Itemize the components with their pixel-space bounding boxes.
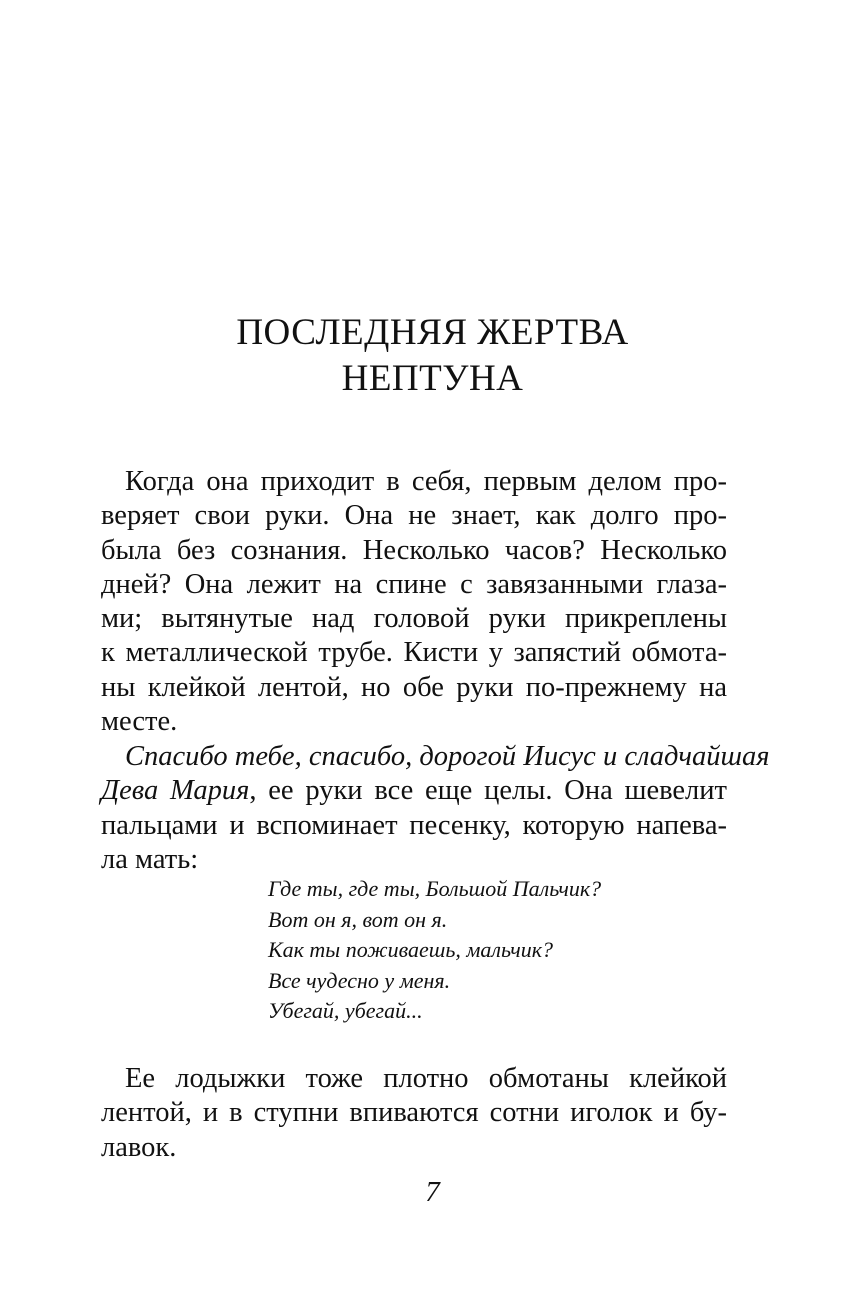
text-line: лавок. bbox=[101, 1131, 177, 1163]
song-verse bbox=[268, 874, 601, 1027]
text-line: Когда она приходит в себя, первым делом про- bbox=[125, 466, 727, 497]
paragraph-1 bbox=[101, 465, 727, 739]
italic-prayer-text: Спасибо тебе, спасибо, дорогой Иисус и сладчайшая bbox=[125, 741, 770, 772]
text-line bbox=[101, 774, 727, 808]
paragraph-2 bbox=[101, 740, 770, 877]
verse-line: Убегай, убегай... bbox=[268, 998, 423, 1023]
chapter-title-line-1: ПОСЛЕДНЯЯ ЖЕРТВА bbox=[236, 312, 629, 353]
text-line: ла мать: bbox=[101, 843, 199, 875]
italic-prayer-text-end: Дева Мария bbox=[101, 775, 250, 807]
text-line: Ее лодыжки тоже плотно обмотаны клейкой bbox=[125, 1063, 727, 1094]
text-line: пальцами и вспоминает песенку, которую напева- bbox=[101, 809, 727, 841]
text-line: ми; вытянутые над головой руки прикреплены bbox=[101, 603, 727, 635]
chapter-title-line-2: НЕПТУНА bbox=[341, 358, 524, 399]
text-line: месте. bbox=[101, 706, 178, 738]
text-line: дней? Она лежит на спине с завязанными глаза- bbox=[101, 568, 727, 600]
chapter-title bbox=[0, 310, 865, 402]
verse-line: Все чудесно у меня. bbox=[268, 967, 451, 993]
text-fragment: , ее руки все еще целы. Она шевелит bbox=[249, 775, 727, 807]
verse-line: Вот он я, вот он я. bbox=[268, 906, 448, 932]
paragraph-3 bbox=[101, 1062, 727, 1165]
text-line bbox=[101, 740, 770, 774]
text-line: к металлической трубе. Кисти у запястий обмота- bbox=[101, 637, 727, 669]
text-line: была без сознания. Несколько часов? Несколько bbox=[101, 534, 727, 566]
text-line: веряет свои руки. Она не знает, как долго про- bbox=[101, 500, 727, 532]
verse-line: Как ты поживаешь, мальчик? bbox=[268, 937, 553, 962]
text-line: лентой, и в ступни впиваются сотни иголок и бу- bbox=[101, 1097, 727, 1129]
verse-line: Где ты, где ты, Большой Пальчик? bbox=[268, 876, 602, 901]
text-line: ны клейкой лентой, но обе руки по-прежнему на bbox=[101, 671, 727, 703]
page-number: 7 bbox=[425, 1176, 440, 1208]
